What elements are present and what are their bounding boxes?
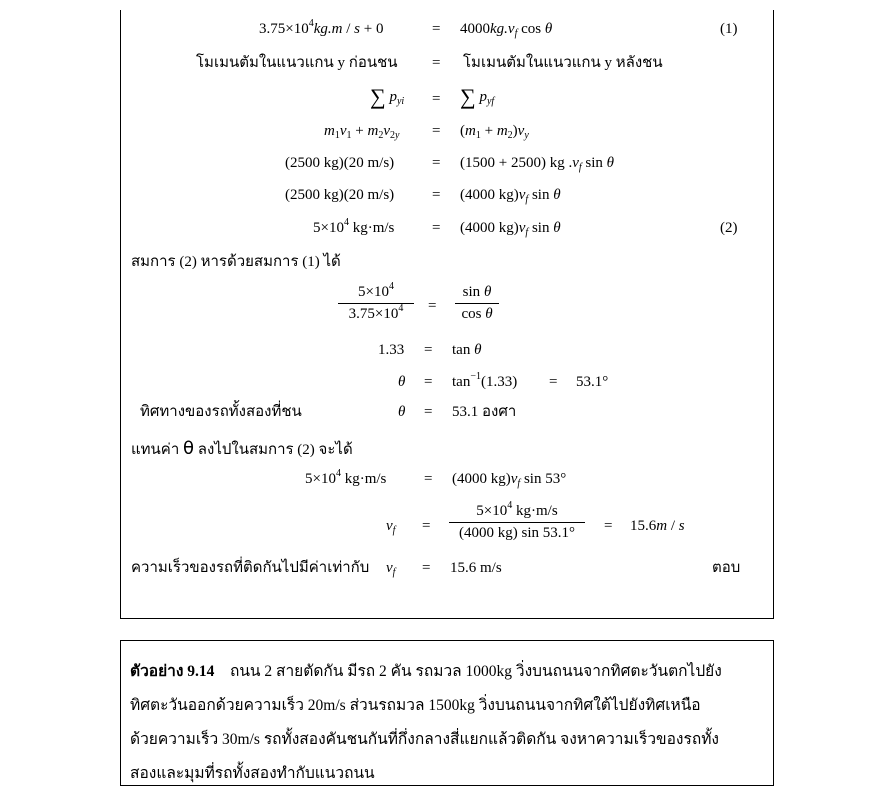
direction-label: ทิศทางของรถทั้งสองที่ชน <box>140 404 302 420</box>
final-vf: $v_f$ <box>386 560 396 578</box>
example-line-4: สองและมุมที่รถทั้งสองทำกับแนวถนน <box>130 765 375 782</box>
eq2-rhs: (4000 $kg)v_f$ sin θ <box>460 220 561 238</box>
equals-sign: = <box>432 187 441 203</box>
momentum-masses-lhs: $m_1v_1 + m_2v_{2y}$ <box>324 123 400 141</box>
equals-sign: = <box>428 298 437 314</box>
theta-result: 53.1° <box>576 374 609 390</box>
equals-sign: = <box>549 374 558 390</box>
equals-sign: = <box>432 123 441 139</box>
direction-theta: θ <box>398 404 406 420</box>
equals-sign: = <box>422 518 431 534</box>
example-line-1: ตัวอย่าง 9.14 ถนน 2 สายตัดกัน มีรถ 2 คัน รถมวล 1000kg วิ่งบนถนนจากทิศตะวันตกไปยัง <box>130 663 722 680</box>
equals-sign: = <box>432 91 441 107</box>
eq1-tag: (1) <box>720 21 738 37</box>
eq1-rhs: $4000kg.v_f$ cos θ <box>460 21 553 39</box>
substitute-instruction <box>131 440 353 458</box>
vf-lhs: $v_f$ <box>386 518 396 536</box>
equals-sign: = <box>432 155 441 171</box>
equals-sign: = <box>424 374 433 390</box>
eq2-lhs: $5\times 10^4$ kg·m/s <box>313 217 395 236</box>
eq1-lhs: $3.75\times 10^4kg.m / s + 0$ <box>259 18 384 37</box>
equals-sign: = <box>432 220 441 236</box>
answer-label: ตอบ <box>712 560 741 576</box>
momentum-after-text: โมเมนตัมในแนวแกน y หลังชน <box>463 55 663 71</box>
sub1-lhs: (2500 kg)(20 m/s) <box>285 155 395 171</box>
example-line-3: ด้วยความเร็ว 30m/s รถทั้งสองคันชนกันที่กึ่งกลางสี่แยกแล้วติดกัน จงหาความเร็วของรถทั้ง <box>130 731 719 748</box>
sum-lhs: ∑ $p_{yi}$ <box>370 84 405 109</box>
equals-sign: = <box>424 404 433 420</box>
theta-rhs: $\tan^{-1}(1.33)$ <box>452 371 518 390</box>
eq3-rhs: (4000 $kg)v_f$ sin 53° <box>452 471 567 489</box>
eq2-tag: (2) <box>720 220 738 236</box>
ratio-right-fraction: sin θ cos θ <box>455 284 499 323</box>
direction-value: 53.1 องศา <box>452 404 517 420</box>
divide-instruction: สมการ (2) หารด้วยสมการ (1) ได้ <box>131 254 341 270</box>
momentum-before-text: โมเมนตัมในแนวแกน y ก่อนชน <box>196 55 398 71</box>
vf-fraction: $5\times 10^4$ kg·m/s (4000 kg) sin 53.1° <box>449 503 585 542</box>
tan-lhs: 1.33 <box>378 342 405 358</box>
equals-sign: = <box>424 342 433 358</box>
equals-sign: = <box>604 518 613 534</box>
sub1-rhs: (1500 + 2500) kg $.v_f$ sin θ <box>460 155 615 173</box>
equals-sign: = <box>424 471 433 487</box>
momentum-masses-rhs: $(m_1 + m_2)v_y$ <box>460 123 529 141</box>
equals-sign: = <box>432 55 441 71</box>
equals-sign: = <box>432 21 441 37</box>
final-value: 15.6 m/s <box>450 560 502 576</box>
theta-lhs: θ <box>398 374 406 390</box>
example-title: ตัวอย่าง 9.14 <box>130 663 215 680</box>
example-line-2: ทิศตะวันออกด้วยความเร็ว 20m/s ส่วนรถมวล 1500kg วิ่งบนถนนจากทิศใต้ไปยังทิศเหนือ <box>130 697 701 714</box>
theta-symbol: θ <box>183 438 195 459</box>
sub2-rhs: (4000 $kg)v_f$ sin θ <box>460 187 561 205</box>
sum-rhs: ∑ $p_{yf}$ <box>460 84 495 109</box>
eq3-lhs: $5\times 10^4$ kg·m/s <box>305 468 387 487</box>
ratio-left-fraction: $5\times 10^4$ $3.75\times 10^4$ <box>338 284 414 323</box>
substitute-before: แทนค่า <box>131 442 180 458</box>
substitute-after: ลงไปในสมการ (2) จะได้ <box>197 442 353 458</box>
equals-sign: = <box>422 560 431 576</box>
vf-result: 15.6m / s <box>630 518 685 534</box>
sub2-lhs: (2500 kg)(20 m/s) <box>285 187 395 203</box>
final-label: ความเร็วของรถที่ติดกันไปมีค่าเท่ากับ <box>131 560 370 576</box>
tan-rhs: tan θ <box>452 342 482 358</box>
